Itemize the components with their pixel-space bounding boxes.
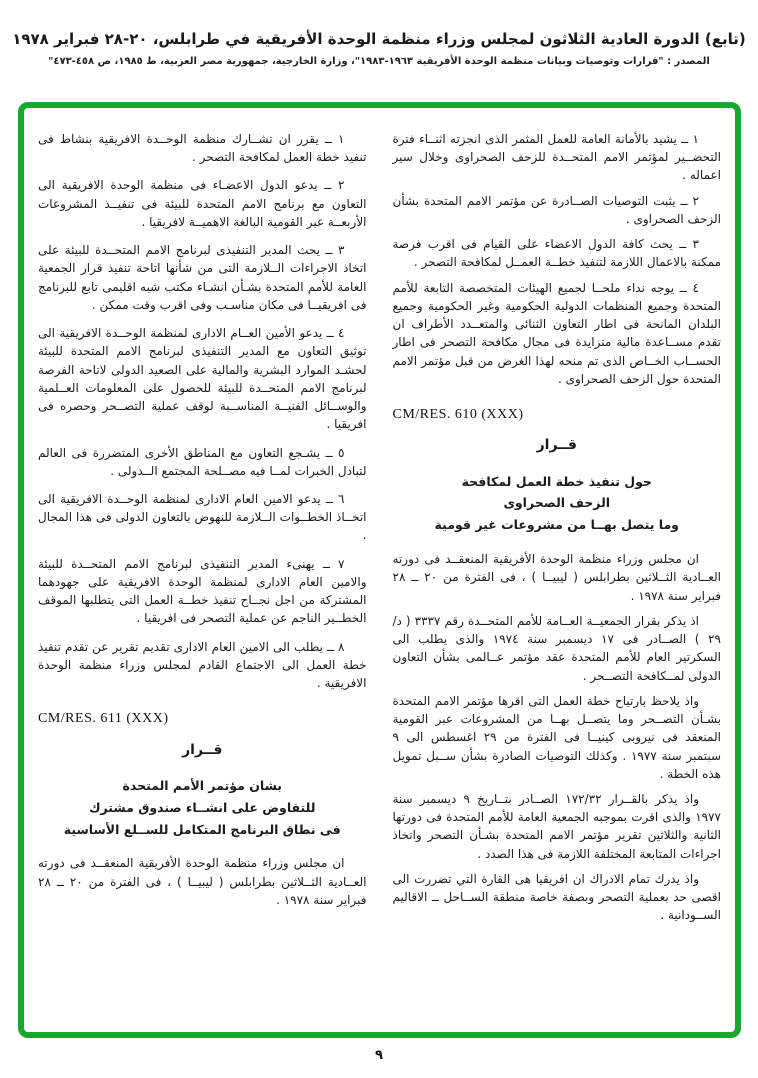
body-paragraph: ٧ ــ يهنىء المدير التنفيذى لبرنامج الامم المتحــدة للبيئة والامين العام الادارى لمنظمة الوحدة الافريقية على جهودهما المشتركة من اجل نجــاح تنفيذ خطــة العمل التى يتطلبها الموقف الخطــير الناجم عن عملية التصحر فى افريقيا . [38,556,367,626]
resolution-heading: قــرار [536,437,577,454]
body-paragraph: اذ يذكر بقرار الجمعيــة العــامة للأمم المتحــدة رقم ٣٣٣٧ ( د/٢٩ ) الصــادر فى ١٧ ديسمبر سنة ١٩٧٤ والذى يطلب الى السكرتير العام للأمم المتحدة عقد مؤتمر عــالمى بشأن التعاون الدولى لمــكافحة التصــحر . [392,613,721,683]
resolution-number: CM/RES. 611 (XXX) [38,711,169,727]
page-number: ٩ [375,1048,383,1063]
document-border-frame [18,102,741,1038]
body-paragraph: ٥ ــ يشـجع التعاون مع المناطق الأخرى المتضررة فى العالم لتبادل الخبرات لمــا فيه مصــلحة المجتمع الــدولى . [38,445,367,478]
resolution-number: CM/RES. 610 (XXX) [392,407,524,423]
body-paragraph: واذ يدرك تمام الادراك ان افريقيا هى القارة التي تضررت الى اقصى حد بعملية التصحر وبصفة خاصة منطقة الســاحل ــ الاقاليم الســودانية . [392,871,721,923]
column-right-primary [393,130,722,1022]
subtitle-line: بشان مؤتمر الأمم المتحدة [122,777,282,793]
resolution-subtitle [393,471,722,537]
subtitle-line: فى نطاق البرنامج المتكامل للســلع الأساسية [63,821,341,837]
body-paragraph: واذ يذكر بالقــرار ١٧٢/٣٢ الصــادر بتــاريخ ٩ ديسمبر سنة ١٩٧٧ والذى اقرت بموجبه الجمعية العامة للأمم المتحدة فى دورتها الثانية والثلاثين تقرير مؤتمر الامم المتحدة بشـأن التصحر واتخاذ اجراءات المتابعة المختلفة اللازمة فى هذا الصدد . [392,792,721,861]
body-paragraph: ٢ ــ يثبت التوصيات الصــادرة عن مؤتمر الامم المتحدة بشأن الزحف الصحراوى . [392,193,721,226]
body-paragraph: ٤ ــ يوجه نداء ملحــا لجميع الهيئات المتخصصة التابعة للأمم المتحدة وجميع المنظمات الدولية الحكومية وغير الحكومية وجميع البلدان المانحة فى اطار التعاون الثنائى والمتعــدد الأطراف ان تقدم مســاعدة مالية متزايدة فى مجال مكافحة التصحر فى اطار الحســاب الخــاص الذى تم منحه لهذا الغرض من قبل مؤتمر الامم المتحدة حول الزحف الصحراوى . [392,280,721,386]
subtitle-line: للتفاوض على انشــاء صندوق مشترك [89,799,316,815]
column-left-continuation [38,130,367,1022]
subtitle-line: الزحف الصحراوى [503,495,611,511]
body-paragraph: ٣ ــ يحث المدير التنفيذى لبرنامج الامم المتحــدة للبيئة على اتخاذ الاجراءات الــلازمة التى من شأنها اتاحة تنفيذ قرار الجمعية العامة للأمم المتحدة بشـأن انشـاء مكتب شبه اقليمى تابع للبرنامج فى افريقيــا فى مكان مناسـب وفى اقرب وقت ممكن . [38,243,367,312]
body-paragraph: ٨ ــ يطلب الى الامين العام الادارى تقديم تقرير عن تقدم تنفيذ خطة العمل الى الاجتماع القادم لمجلس وزراء منظمة الوحدة الافريقية . [38,639,367,691]
source-citation: المصدر : "قرارات وتوصيات وبيانات منظمة الوحدة الأفريقية ١٩٦٣-١٩٨٣"، وزارة الخارجية، جمهورية مصر العربية، ط ١٩٨٥، ص ٤٥٨-٤٧٣" [48,56,710,67]
resolution-heading: قــرار [182,741,223,758]
body-paragraph: ١ ــ يقرر ان تشــارك منظمة الوحــدة الافريقية بنشاط فى تنفيذ خطة العمل لمكافحة التصحر . [38,132,367,165]
body-paragraph: ٣ ــ يحث كافة الدول الاعضاء على القيام فى اقرب فرصة ممكنة بالاعمال اللازمة لتنفيذ خطــة العمــل لمكافحة التصحر . [392,237,721,270]
body-paragraph: ان مجلس وزراء منظمة الوحدة الأفريقية المنعقــد فى دورته العــادية الثــلاثين بطرابلس ( ليبيــا ) ، فى الفترة من ٢٠ ــ ٢٨ فبراير سنة ١٩٧٨ . [38,856,367,907]
body-paragraph: ٦ ــ يدعو الامين العام الادارى لمنظمة الوحــدة الافريقية الى اتخــاذ الخطــوات الــلازمة للنهوض بالتعاون الدولى فى هذا المجال . [38,491,367,543]
body-paragraph: ١ ــ يشيد بالأمانة العامة للعمل المثمر الذى انجزته اثنــاء فترة التحضــير لمؤتمر الامم المتحــدة للزحف الصحراوى وخلال سير اعماله . [392,132,721,183]
session-title: (تابع) الدورة العادية الثلاثون لمجلس وزراء منظمة الوحدة الأفريقية في طرابلس، ٢٠-٢٨ فبراير ١٩٧٨ [12,30,746,48]
two-column-layout [38,130,721,1022]
resolution-subtitle [38,775,367,841]
body-paragraph: ان مجلس وزراء منظمة الوحدة الأفريقية المنعقــد فى دورته العــادية الثــلاثين بطرابلس ( ليبيــا ) ، فى الفترة من ٢٠ ــ ٢٨ فبراير سنة ١٩٧٨ . [392,552,721,603]
subtitle-line: وما يتصل بهــا من مشروعات غير قومية [434,517,679,533]
body-paragraph: ٢ ــ يدعو الدول الاعضـاء فى منظمة الوحدة الافريقية الى التعاون مع برنامج الامم المتحدة للبيئة فى تنفيــذ المشروعات الأربعــة عبر القومية البالغة الاهميــة لافريقيا . [38,178,367,229]
subtitle-line: حول تنفيذ خطة العمل لمكافحة [461,473,652,489]
body-paragraph: ٤ ــ يدعو الأمين العــام الادارى لمنظمة الوحــدة الافريقية الى توثيق التعاون مع المدير التنفيذى لبرنامج الامم المتحدة للبيئة لحشـد الموارد البشرية والمالية على الصعيد الدولى لاتاحة الفرصة لبرنامج الامم المتحــدة للبيئة للحصول على المعلومات العــلمية والوســائل الفنيــة المناســبة لوقف عملية التصــحر وحصره فى افريقيا . [38,326,367,432]
body-paragraph: واذ يلاحظ بارتياح خطة العمل التى اقرها مؤتمر الامم المتحدة بشـأن التصــحر وما يتصــل بهــا من المشروعات عبر القومية المنعقد فى نيروبى كينيــا فى الفترة من ٢٩ اغسطس الى ٩ سبتمبر سنة ١٩٧٧ . وكذلك التوصيات الصادرة بشأن ســبل تمويل هذه الخطة . [392,693,721,781]
page-header [0,0,758,67]
